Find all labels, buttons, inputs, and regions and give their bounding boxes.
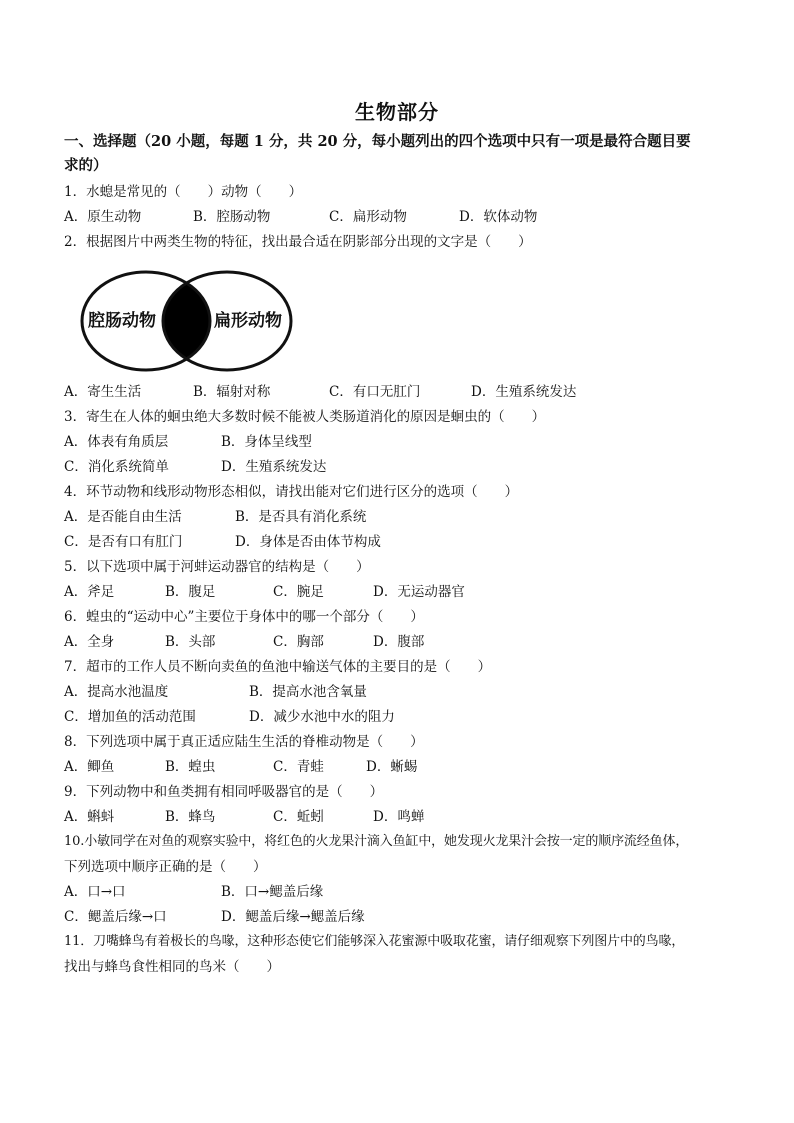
question-5-option-c: C．腕足 [273,584,324,600]
question-6-stem: 6．蝗虫的“运动中心”主要位于身体中的哪一个部分（ ） [64,609,424,625]
question-9-stem: 9．下列动物中和鱼类拥有相同呼吸器官的是（ ） [64,784,384,800]
question-8-option-c: C．青蛙 [273,759,324,775]
question-7-stem: 7．超市的工作人员不断向卖鱼的鱼池中输送气体的主要目的是（ ） [64,659,492,675]
question-4-stem: 4．环节动物和线形动物形态相似，请找出能对它们进行区分的选项（ ） [64,484,519,500]
question-1-option-c: C．扁形动物 [329,209,407,225]
question-10-option-c: C．鳃盖后缘→口 [64,909,167,925]
question-10-option-b: B．口→鳃盖后缘 [221,884,324,900]
question-10-stem-line-2: 下列选项中顺序正确的是（ ） [64,859,267,875]
question-3-stem: 3．寄生在人体的蛔虫绝大多数时候不能被人类肠道消化的原因是蛔虫的（ ） [64,409,546,425]
question-8-option-b: B．蝗虫 [165,759,216,775]
question-9-option-b: B．蜂鸟 [165,809,216,825]
question-3-option-a: A．体表有角质层 [64,434,169,450]
question-8-option-d: D．蜥蜴 [366,759,418,775]
venn-right-label: 扁形动物 [214,311,282,331]
question-1-stem: 1．水螅是常见的（ ）动物（ ） [64,184,303,200]
question-3-option-d: D．生殖系统发达 [221,459,327,475]
question-1-option-a: A．原生动物 [64,209,142,225]
question-10-option-a: A．口→口 [64,884,126,900]
page-title: 生物部分 [355,100,439,124]
question-5-option-a: A．斧足 [64,584,115,600]
question-4-option-d: D．身体是否由体节构成 [235,534,381,550]
question-9-option-c: C．蚯蚓 [273,809,324,825]
question-7-option-b: B．提高水池含氧量 [249,684,367,700]
question-4-option-c: C．是否有口有肛门 [64,534,183,550]
question-2-option-b: B．辐射对称 [193,384,271,400]
question-2-option-a: A．寄生生活 [64,384,142,400]
question-6-option-c: C．胸部 [273,634,324,650]
question-6-option-b: B．头部 [165,634,216,650]
question-2-stem: 2．根据图片中两类生物的特征，找出最合适在阴影部分出现的文字是（ ） [64,234,532,250]
question-3-option-c: C．消化系统简单 [64,459,169,475]
question-11-stem-line-1: 11．刀嘴蜂鸟有着极长的鸟喙，这种形态使它们能够深入花蜜源中吸取花蜜，请仔细观察下列图片中的鸟喙， [64,934,685,949]
question-1-option-d: D．软体动物 [459,209,538,225]
question-8-stem: 8．下列选项中属于真正适应陆生生活的脊椎动物是（ ） [64,734,424,750]
venn-left-label: 腔肠动物 [88,311,156,331]
question-8-option-a: A．鲫鱼 [64,759,115,775]
question-6-option-d: D．腹部 [373,634,425,650]
question-4-option-b: B．是否具有消化系统 [235,509,367,525]
question-1-option-b: B．腔肠动物 [193,209,271,225]
question-9-option-a: A．蝌蚪 [64,809,115,825]
question-10-stem-line-1: 10.小敏同学在对鱼的观察实验中，将红色的火龙果汁滴入鱼缸中，她发现火龙果汁会按一定的顺序流经鱼体， [64,834,689,849]
question-3-option-b: B．身体呈线型 [221,434,312,450]
question-7-option-a: A．提高水池温度 [64,684,169,700]
question-11-stem-line-2: 找出与蜂鸟食性相同的鸟米（ ） [64,959,280,975]
section-header-line-1: 一、选择题（20 小题，每题 1 分，共 20 分，每小题列出的四个选项中只有一项是最符合题目要 [64,133,691,150]
venn-diagram [80,268,294,374]
question-2-option-c: C．有口无肛门 [329,384,421,400]
question-5-stem: 5．以下选项中属于河蚌运动器官的结构是（ ） [64,559,370,575]
question-10-option-d: D．鳃盖后缘→鳃盖后缘 [221,909,365,925]
question-4-option-a: A．是否能自由生活 [64,509,182,525]
section-header-line-2: 求的） [64,157,108,174]
question-7-option-d: D．减少水池中水的阻力 [249,709,395,725]
question-5-option-b: B．腹足 [165,584,216,600]
question-2-option-d: D．生殖系统发达 [471,384,577,400]
question-9-option-d: D．鸣蝉 [373,809,425,825]
question-5-option-d: D．无运动器官 [373,584,465,600]
question-6-option-a: A．全身 [64,634,115,650]
question-7-option-c: C．增加鱼的活动范围 [64,709,196,725]
